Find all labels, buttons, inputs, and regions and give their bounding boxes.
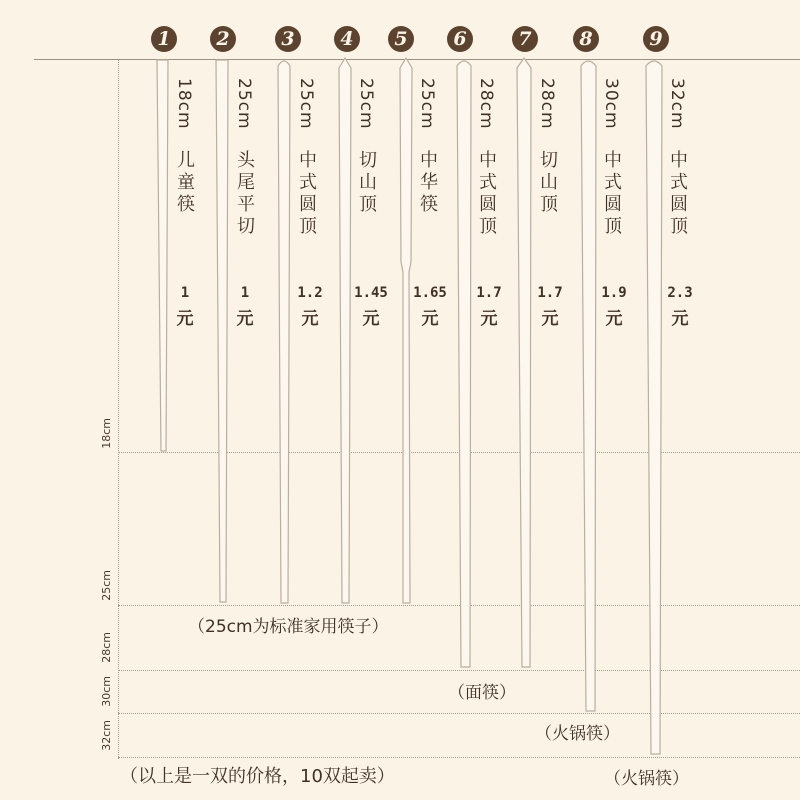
number-badge-2: 2 <box>210 26 236 52</box>
price-unit-4: 元 <box>362 309 380 329</box>
price-unit-9: 元 <box>671 309 689 329</box>
number-badge-5: 5 <box>388 26 414 52</box>
price-1 <box>163 285 207 329</box>
price-6 <box>467 285 511 329</box>
scale-label-25cm: 25cm <box>100 570 113 601</box>
type-label-2: 头尾平切 <box>234 150 255 238</box>
chopstick-6 <box>457 61 471 667</box>
price-unit-8: 元 <box>605 309 623 329</box>
price-value-8: 1.9 <box>601 285 627 301</box>
chopstick-2 <box>216 60 228 602</box>
note-hotpot-2: （火锅筷） <box>604 769 689 789</box>
price-8 <box>592 285 636 329</box>
number-badge-9: 9 <box>643 26 669 52</box>
scale-label-28cm: 28cm <box>100 632 113 663</box>
chopstick-9 <box>646 61 662 754</box>
length-label-3: 25cm <box>296 78 316 130</box>
price-value-3: 1.2 <box>297 285 323 301</box>
price-unit-5: 元 <box>421 309 439 329</box>
scale-label-32cm: 32cm <box>100 720 113 751</box>
price-unit-7: 元 <box>541 309 559 329</box>
length-label-7: 28cm <box>537 78 557 130</box>
length-label-6: 28cm <box>476 78 496 130</box>
chopstick-1 <box>157 60 168 451</box>
price-value-1: 1 <box>180 285 190 301</box>
scale-label-30cm: 30cm <box>100 676 113 707</box>
number-badge-1: 1 <box>151 26 177 52</box>
number-badge-6: 6 <box>447 26 473 52</box>
number-badge-7: 7 <box>512 26 538 52</box>
price-value-4: 1.45 <box>354 285 388 301</box>
price-value-6: 1.7 <box>476 285 502 301</box>
length-label-1: 18cm <box>174 78 194 130</box>
scale-label-18cm: 18cm <box>100 418 113 449</box>
price-4 <box>349 285 393 329</box>
length-label-5: 25cm <box>417 78 437 130</box>
type-label-8: 中式圆顶 <box>601 150 622 238</box>
price-unit-2: 元 <box>236 309 254 329</box>
price-7 <box>528 285 572 329</box>
price-9 <box>658 285 702 329</box>
chopstick-7 <box>517 58 531 667</box>
price-unit-3: 元 <box>301 309 319 329</box>
number-badge-8: 8 <box>573 26 599 52</box>
chopstick-3 <box>278 61 290 603</box>
chopstick-8 <box>581 61 596 711</box>
price-3 <box>288 285 332 329</box>
price-unit-1: 元 <box>176 309 194 329</box>
price-value-5: 1.65 <box>413 285 447 301</box>
note-standard-size: （25cm为标准家用筷子） <box>188 617 389 637</box>
length-label-9: 32cm <box>667 78 687 130</box>
note-noodle: （面筷） <box>448 683 516 703</box>
number-badge-3: 3 <box>275 26 301 52</box>
price-5 <box>408 285 452 329</box>
price-2 <box>223 285 267 329</box>
price-value-2: 1 <box>240 285 250 301</box>
note-hotpot-1: （火锅筷） <box>535 724 620 744</box>
type-label-1: 儿童筷 <box>174 150 195 216</box>
type-label-5: 中华筷 <box>417 150 438 216</box>
chopstick-4 <box>339 58 351 603</box>
length-label-8: 30cm <box>601 78 621 130</box>
length-label-2: 25cm <box>234 78 254 130</box>
price-value-9: 2.3 <box>667 285 693 301</box>
type-label-6: 中式圆顶 <box>476 150 497 238</box>
type-label-9: 中式圆顶 <box>667 150 688 238</box>
length-label-4: 25cm <box>356 78 376 130</box>
note-footer: （以上是一双的价格，10双起卖） <box>120 766 395 787</box>
type-label-4: 切山顶 <box>356 150 377 216</box>
price-value-7: 1.7 <box>537 285 563 301</box>
type-label-7: 切山顶 <box>537 150 558 216</box>
type-label-3: 中式圆顶 <box>296 150 317 238</box>
number-badge-4: 4 <box>334 26 360 52</box>
price-unit-6: 元 <box>480 309 498 329</box>
chopstick-5 <box>400 58 412 603</box>
